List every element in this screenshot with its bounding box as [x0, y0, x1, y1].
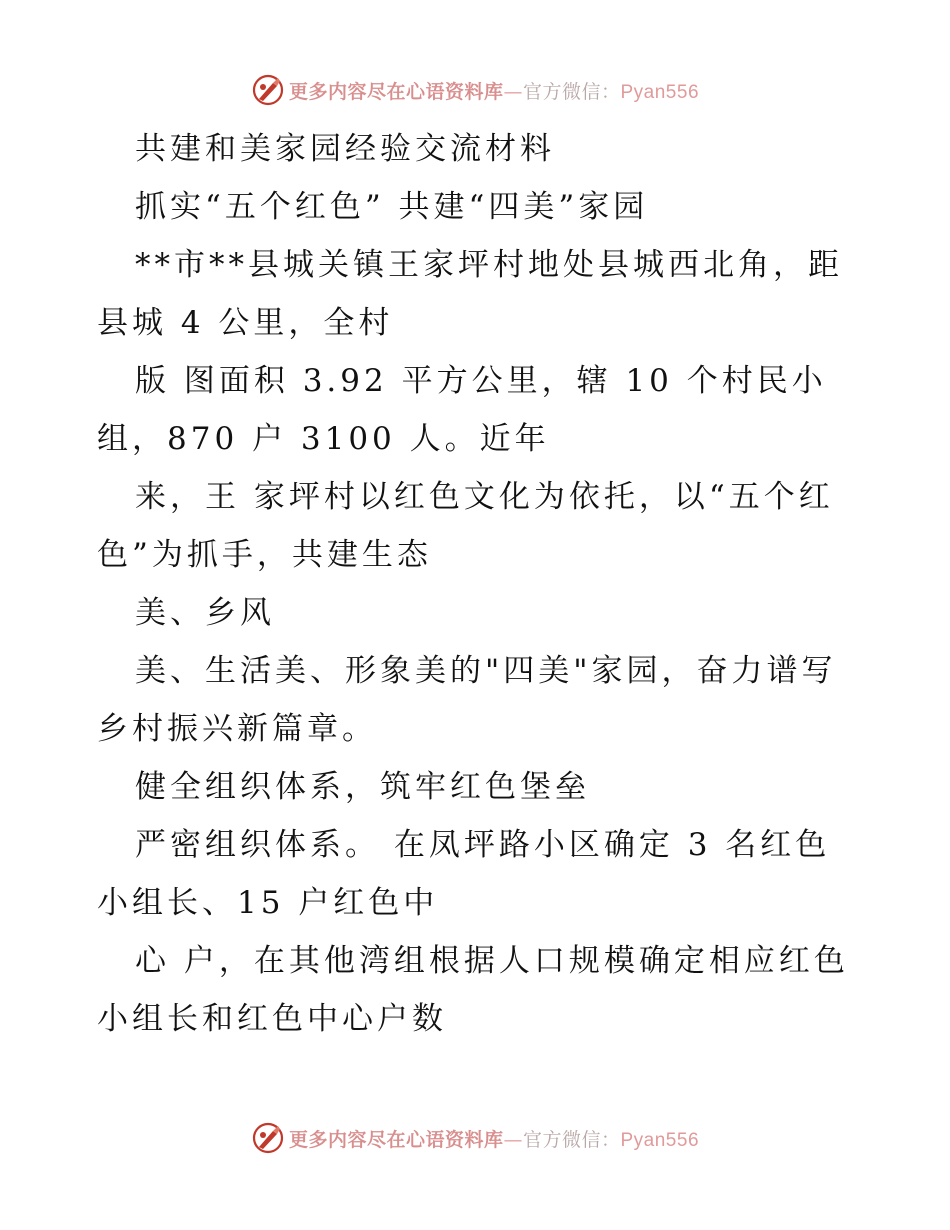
- watermark-separator: —: [503, 1128, 523, 1151]
- watermark-text: [289, 77, 699, 104]
- footer-watermark: [0, 1118, 950, 1158]
- paragraph: **市**县城关镇王家坪村地处县城西北角，距县城 4 公里，全村: [97, 247, 843, 341]
- quill-logo-icon: [251, 1121, 285, 1155]
- paragraph: 来，王 家坪村以红色文化为依托，以“五个红色”为抓手，共建生态: [97, 479, 834, 573]
- watermark-wechat-label: 官方微信：: [522, 1128, 621, 1151]
- watermark-brand: 更多内容尽在心语资料库: [288, 1128, 504, 1151]
- paragraph: 心 户，在其他湾组根据人口规模确定相应红色小组长和红色中心户数: [97, 943, 849, 1037]
- document-body: [97, 120, 857, 1048]
- watermark-brand: 更多内容尽在心语资料库: [288, 80, 504, 103]
- watermark-wechat-label: 官方微信：: [522, 80, 621, 103]
- watermark-separator: —: [503, 80, 523, 103]
- header-watermark: [0, 70, 950, 110]
- watermark-wechat-id: Pyan556: [620, 81, 700, 103]
- paragraph: 严密组织体系。 在凤坪路小区确定 3 名红色小组长、15 户红色中: [97, 827, 831, 921]
- paragraph: 美、乡风: [135, 595, 275, 631]
- section-heading: 健全组织体系，筑牢红色堡垒: [135, 769, 590, 805]
- paragraph: 美、生活美、形象美的"四美"家园，奋力谱写乡村振兴新篇章。: [97, 653, 837, 747]
- quill-logo-icon: [251, 73, 285, 107]
- watermark-text: [289, 1125, 699, 1152]
- paragraph: 版 图面积 3.92 平方公里，辖 10 个村民小组，870 户 3100 人。近年: [97, 363, 827, 457]
- document-title: 共建和美家园经验交流材料: [135, 131, 555, 167]
- document-subtitle: 抓实“五个红色” 共建“四美”家园: [135, 189, 649, 225]
- watermark-wechat-id: Pyan556: [620, 1129, 700, 1151]
